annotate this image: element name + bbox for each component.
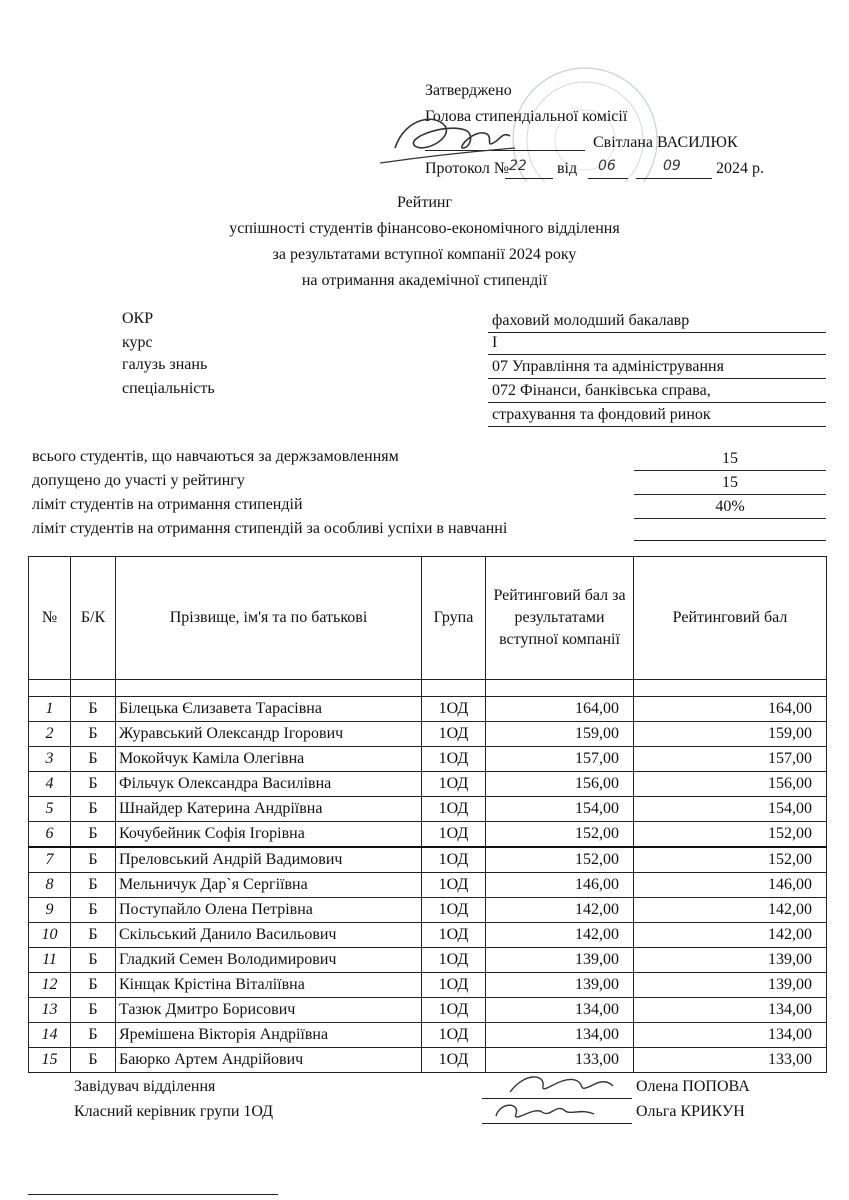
approval-approved: Затверджено: [425, 82, 512, 99]
row-entry-score: 133,00: [486, 1048, 634, 1073]
info-label-field: галузь знань: [122, 356, 208, 373]
row-rating-score: 134,00: [634, 1023, 827, 1048]
row-group: 1ОД: [422, 797, 486, 822]
row-name: Поступайло Олена Петрівна: [116, 898, 422, 923]
approval-year: 2024 р.: [716, 160, 764, 177]
row-entry-score: 159,00: [486, 722, 634, 747]
row-name: Баюрко Артем Андрійович: [116, 1048, 422, 1073]
commission-head-signature: [375, 108, 525, 178]
row-group: 1ОД: [422, 1048, 486, 1073]
row-bk: Б: [71, 772, 116, 797]
row-group: 1ОД: [422, 998, 486, 1023]
info-line-specialty: [488, 402, 826, 403]
approval-head: Голова стипендіальної комісії: [425, 108, 628, 125]
table-row: [29, 797, 827, 822]
row-rating-score: 152,00: [634, 822, 827, 848]
approval-name: Світлана ВАСИЛЮК: [593, 134, 738, 151]
bottom-rule: [28, 1194, 278, 1195]
footer-role-teacher: Класний керівник групи 1ОД: [74, 1103, 274, 1120]
row-entry-score: 139,00: [486, 973, 634, 998]
row-bk: Б: [71, 948, 116, 973]
title-line-4: на отримання академічної стипендії: [301, 272, 548, 289]
row-group: 1ОД: [422, 948, 486, 973]
row-number: 1: [29, 697, 71, 722]
row-entry-score: 134,00: [486, 998, 634, 1023]
row-name: Кінщак Крістіна Віталіївна: [116, 973, 422, 998]
stat-label-total: всього студентів, що навчаються за держзамовленням: [32, 448, 399, 465]
row-group: 1ОД: [422, 822, 486, 848]
title-line-1: Рейтинг: [396, 194, 453, 211]
header-group: Група: [422, 557, 486, 680]
row-group: 1ОД: [422, 873, 486, 898]
table-row: [29, 847, 827, 873]
footer-name-head: Олена ПОПОВА: [636, 1078, 750, 1095]
stat-label-special-limit: ліміт студентів на отримання стипендій за особливі успіхи в навчанні: [32, 520, 508, 537]
info-value-specialty: 072 Фінанси, банківська справа,: [492, 382, 711, 399]
approval-protocol-number: 22: [509, 158, 527, 174]
row-name: Кочубейник Софія Ігорівна: [116, 822, 422, 848]
stat-value-admitted: 15: [722, 474, 738, 491]
approval-from-label: від: [557, 160, 578, 177]
row-number: 2: [29, 722, 71, 747]
row-group: 1ОД: [422, 923, 486, 948]
row-bk: Б: [71, 1048, 116, 1073]
approval-day-line: [588, 178, 628, 179]
table-row: [29, 747, 827, 772]
rating-table: [28, 556, 827, 1073]
stat-label-limit: ліміт студентів на отримання стипендій: [32, 496, 303, 513]
row-rating-score: 139,00: [634, 948, 827, 973]
footer-name-teacher: Ольга КРИКУН: [636, 1103, 745, 1120]
info-value-okr: фаховий молодший бакалавр: [492, 312, 690, 329]
info-label-specialty: спеціальність: [122, 380, 215, 397]
approval-protocol-line: [505, 178, 553, 179]
row-bk: Б: [71, 923, 116, 948]
row-entry-score: 134,00: [486, 1023, 634, 1048]
row-bk: Б: [71, 998, 116, 1023]
row-name: Мокойчук Каміла Олегівна: [116, 747, 422, 772]
row-group: 1ОД: [422, 898, 486, 923]
row-number: 5: [29, 797, 71, 822]
header-bk: Б/К: [71, 557, 116, 680]
row-name: Преловський Андрій Вадимович: [116, 847, 422, 873]
row-bk: Б: [71, 747, 116, 772]
row-rating-score: 133,00: [634, 1048, 827, 1073]
row-entry-score: 146,00: [486, 873, 634, 898]
header-rating-score: Рейтинговий бал: [634, 557, 827, 680]
stat-line-admitted: [634, 494, 826, 495]
table-row: [29, 898, 827, 923]
teacher-signature: [490, 1096, 600, 1130]
table-row: [29, 998, 827, 1023]
table-row: [29, 973, 827, 998]
row-bk: Б: [71, 898, 116, 923]
row-number: 8: [29, 873, 71, 898]
info-value-course: I: [492, 334, 498, 351]
table-header-row: [29, 557, 827, 680]
row-number: 12: [29, 973, 71, 998]
row-rating-score: 154,00: [634, 797, 827, 822]
row-bk: Б: [71, 1023, 116, 1048]
header-number: №: [29, 557, 71, 680]
table-row: [29, 948, 827, 973]
row-entry-score: 142,00: [486, 898, 634, 923]
row-rating-score: 134,00: [634, 998, 827, 1023]
row-rating-score: 152,00: [634, 847, 827, 873]
table-spacer-row: [29, 680, 827, 697]
row-bk: Б: [71, 973, 116, 998]
info-value-field: 07 Управління та адміністрування: [492, 358, 724, 375]
stat-label-admitted: допущено до участі у рейтингу: [32, 472, 245, 489]
info-value-specialty-2: страхування та фондовий ринок: [492, 406, 711, 423]
row-entry-score: 164,00: [486, 697, 634, 722]
row-number: 11: [29, 948, 71, 973]
row-number: 15: [29, 1048, 71, 1073]
stat-line-special-limit: [634, 540, 826, 541]
row-bk: Б: [71, 722, 116, 747]
table-row: [29, 1048, 827, 1073]
row-entry-score: 154,00: [486, 797, 634, 822]
row-entry-score: 157,00: [486, 747, 634, 772]
footer-role-head: Завідувач відділення: [74, 1078, 216, 1095]
row-entry-score: 139,00: [486, 948, 634, 973]
info-label-course: курс: [122, 334, 153, 351]
row-group: 1ОД: [422, 697, 486, 722]
stat-value-total: 15: [722, 450, 738, 467]
row-rating-score: 159,00: [634, 722, 827, 747]
row-entry-score: 142,00: [486, 923, 634, 948]
row-entry-score: 152,00: [486, 847, 634, 873]
table-row: [29, 722, 827, 747]
row-group: 1ОД: [422, 1023, 486, 1048]
table-row: [29, 772, 827, 797]
row-rating-score: 157,00: [634, 747, 827, 772]
row-bk: Б: [71, 847, 116, 873]
row-number: 6: [29, 822, 71, 848]
approval-month-line: [636, 178, 712, 179]
stat-line-limit: [634, 518, 826, 519]
row-number: 13: [29, 998, 71, 1023]
row-name: Фільчук Олександра Василівна: [116, 772, 422, 797]
table-row: [29, 697, 827, 722]
info-line-okr: [488, 332, 826, 333]
info-line-specialty-2: [488, 426, 826, 427]
approval-day: 06: [598, 158, 616, 174]
row-entry-score: 152,00: [486, 822, 634, 848]
row-name: Шнайдер Катерина Андріївна: [116, 797, 422, 822]
row-name: Тазюк Дмитро Борисович: [116, 998, 422, 1023]
header-entry-score: Рейтинговий бал за результатами вступної компанії: [486, 557, 634, 680]
row-group: 1ОД: [422, 973, 486, 998]
row-name: Білецька Єлизавета Тарасівна: [116, 697, 422, 722]
row-number: 4: [29, 772, 71, 797]
row-bk: Б: [71, 822, 116, 848]
row-name: Мельничук Дар`я Сергіївна: [116, 873, 422, 898]
row-group: 1ОД: [422, 772, 486, 797]
info-line-course: [488, 354, 826, 355]
row-number: 9: [29, 898, 71, 923]
row-rating-score: 142,00: [634, 898, 827, 923]
row-group: 1ОД: [422, 722, 486, 747]
title-line-2: успішності студентів фінансово-економічного відділення: [229, 220, 620, 237]
table-row: [29, 873, 827, 898]
row-bk: Б: [71, 873, 116, 898]
table-row: [29, 923, 827, 948]
stat-line-total: [634, 470, 826, 471]
title-line-3: за результатами вступної компанії 2024 року: [272, 246, 577, 263]
row-number: 3: [29, 747, 71, 772]
row-name: Гладкий Семен Володимирович: [116, 948, 422, 973]
row-number: 10: [29, 923, 71, 948]
approval-protocol-label: Протокол №: [425, 160, 510, 177]
table-row: [29, 822, 827, 848]
row-group: 1ОД: [422, 747, 486, 772]
row-entry-score: 156,00: [486, 772, 634, 797]
row-group: 1ОД: [422, 847, 486, 873]
row-rating-score: 164,00: [634, 697, 827, 722]
row-bk: Б: [71, 697, 116, 722]
header-name: Прізвище, ім'я та по батькові: [116, 557, 422, 680]
row-rating-score: 156,00: [634, 772, 827, 797]
info-label-okr: ОКР: [122, 310, 154, 327]
row-rating-score: 146,00: [634, 873, 827, 898]
info-line-field: [488, 378, 826, 379]
table-row: [29, 1023, 827, 1048]
row-number: 14: [29, 1023, 71, 1048]
row-number: 7: [29, 847, 71, 873]
row-rating-score: 142,00: [634, 923, 827, 948]
row-name: Яремішена Вікторія Андріївна: [116, 1023, 422, 1048]
approval-month: 09: [663, 158, 681, 174]
row-bk: Б: [71, 797, 116, 822]
row-rating-score: 139,00: [634, 973, 827, 998]
row-name: Журавський Олександр Ігорович: [116, 722, 422, 747]
row-name: Скільський Данило Васильович: [116, 923, 422, 948]
stat-value-limit: 40%: [715, 498, 745, 515]
